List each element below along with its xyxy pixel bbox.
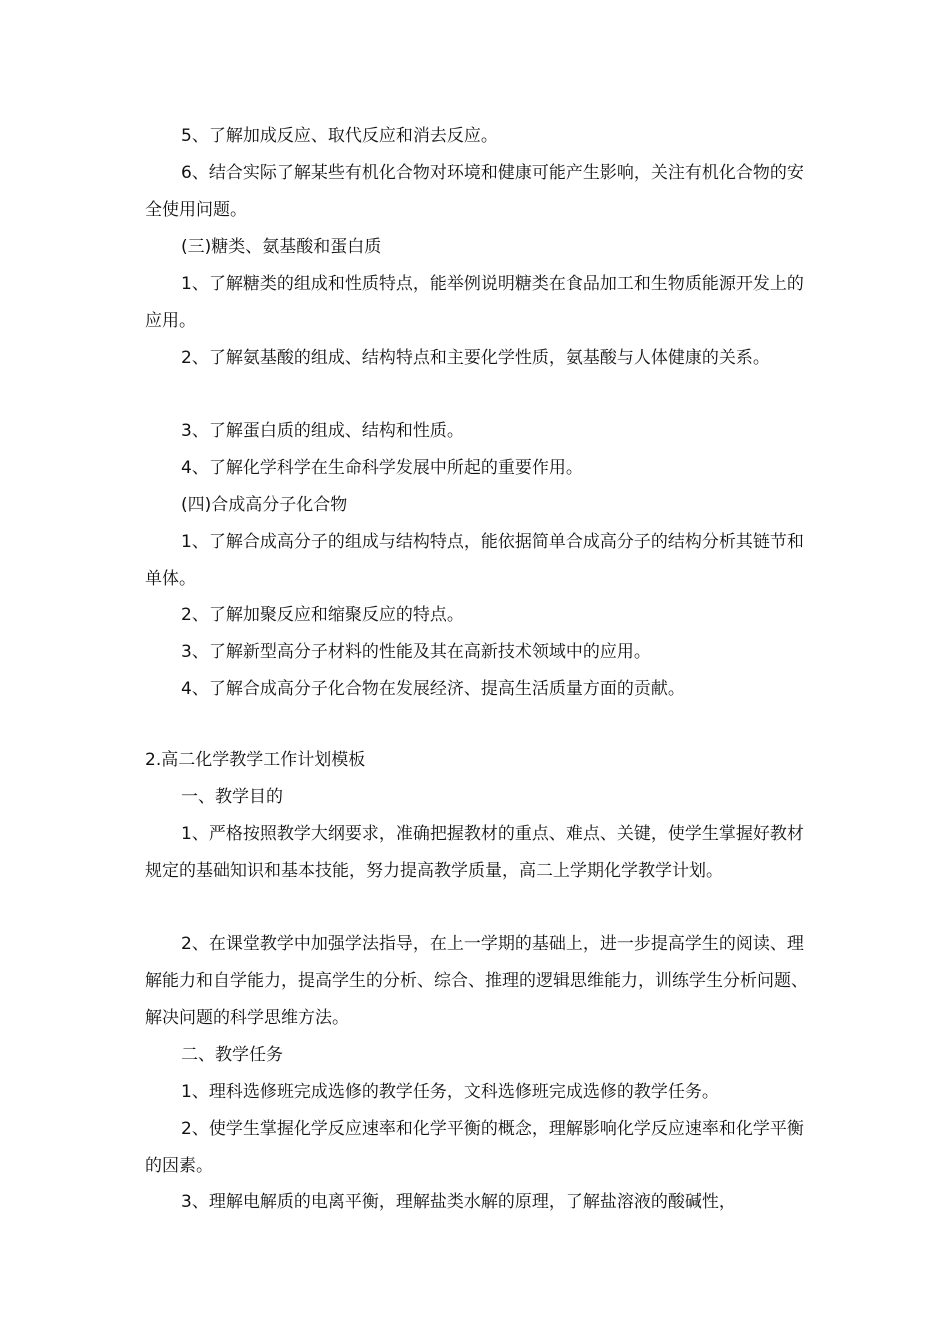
- paragraph-polymers-3: 3、了解新型高分子材料的性能及其在高新技术领域中的应用。: [181, 642, 651, 662]
- subsection-heading-polymers: (四)合成高分子化合物: [181, 495, 348, 515]
- paragraph-sugars-4: 4、了解化学科学在生命科学发展中所起的重要作用。: [181, 458, 583, 478]
- paragraph-goals-1: 1、严格按照教学大纲要求，准确把握教材的重点、难点、关键，使学生掌握好教材规定的基础知识和基本技能，努力提高教学质量，高二上学期化学教学计划。: [145, 824, 804, 881]
- paragraph-polymers-2: 2、了解加聚反应和缩聚反应的特点。: [181, 605, 464, 625]
- paragraph-tasks-1: 1、理科选修班完成选修的教学任务，文科选修班完成选修的教学任务。: [181, 1082, 719, 1102]
- paragraph-polymers-4: 4、了解合成高分子化合物在发展经济、提高生活质量方面的贡献。: [181, 679, 685, 699]
- paragraph-sugars-3: 3、了解蛋白质的组成、结构和性质。: [181, 421, 464, 441]
- paragraph-polymers-1: 1、了解合成高分子的组成与结构特点，能依据简单合成高分子的结构分析其链节和单体。: [145, 532, 804, 589]
- paragraph-sugars-2: 2、了解氨基酸的组成、结构特点和主要化学性质，氨基酸与人体健康的关系。: [181, 348, 770, 368]
- subsection-heading-goals: 一、教学目的: [181, 787, 283, 807]
- subsection-heading-tasks: 二、教学任务: [181, 1045, 283, 1065]
- paragraph-tasks-2: 2、使学生掌握化学反应速率和化学平衡的概念，理解影响化学反应速率和化学平衡的因素。: [145, 1119, 804, 1176]
- paragraph-item-6: 6、结合实际了解某些有机化合物对环境和健康可能产生影响，关注有机化合物的安全使用问题。: [145, 163, 804, 220]
- subsection-heading-sugars: (三)糖类、氨基酸和蛋白质: [181, 237, 382, 257]
- paragraph-item-5: 5、了解加成反应、取代反应和消去反应。: [181, 126, 498, 146]
- paragraph-sugars-1: 1、了解糖类的组成和性质特点，能举例说明糖类在食品加工和生物质能源开发上的应用。: [145, 274, 804, 331]
- section-title: 2.高二化学教学工作计划模板: [145, 750, 366, 770]
- paragraph-tasks-3: 3、理解电解质的电离平衡，理解盐类水解的原理，了解盐溶液的酸碱性，: [181, 1192, 736, 1212]
- paragraph-goals-2: 2、在课堂教学中加强学法指导，在上一学期的基础上，进一步提高学生的阅读、理解能力和自学能力，提高学生的分析、综合、推理的逻辑思维能力，训练学生分析问题、解决问题的科学思维方法。: [145, 934, 808, 1028]
